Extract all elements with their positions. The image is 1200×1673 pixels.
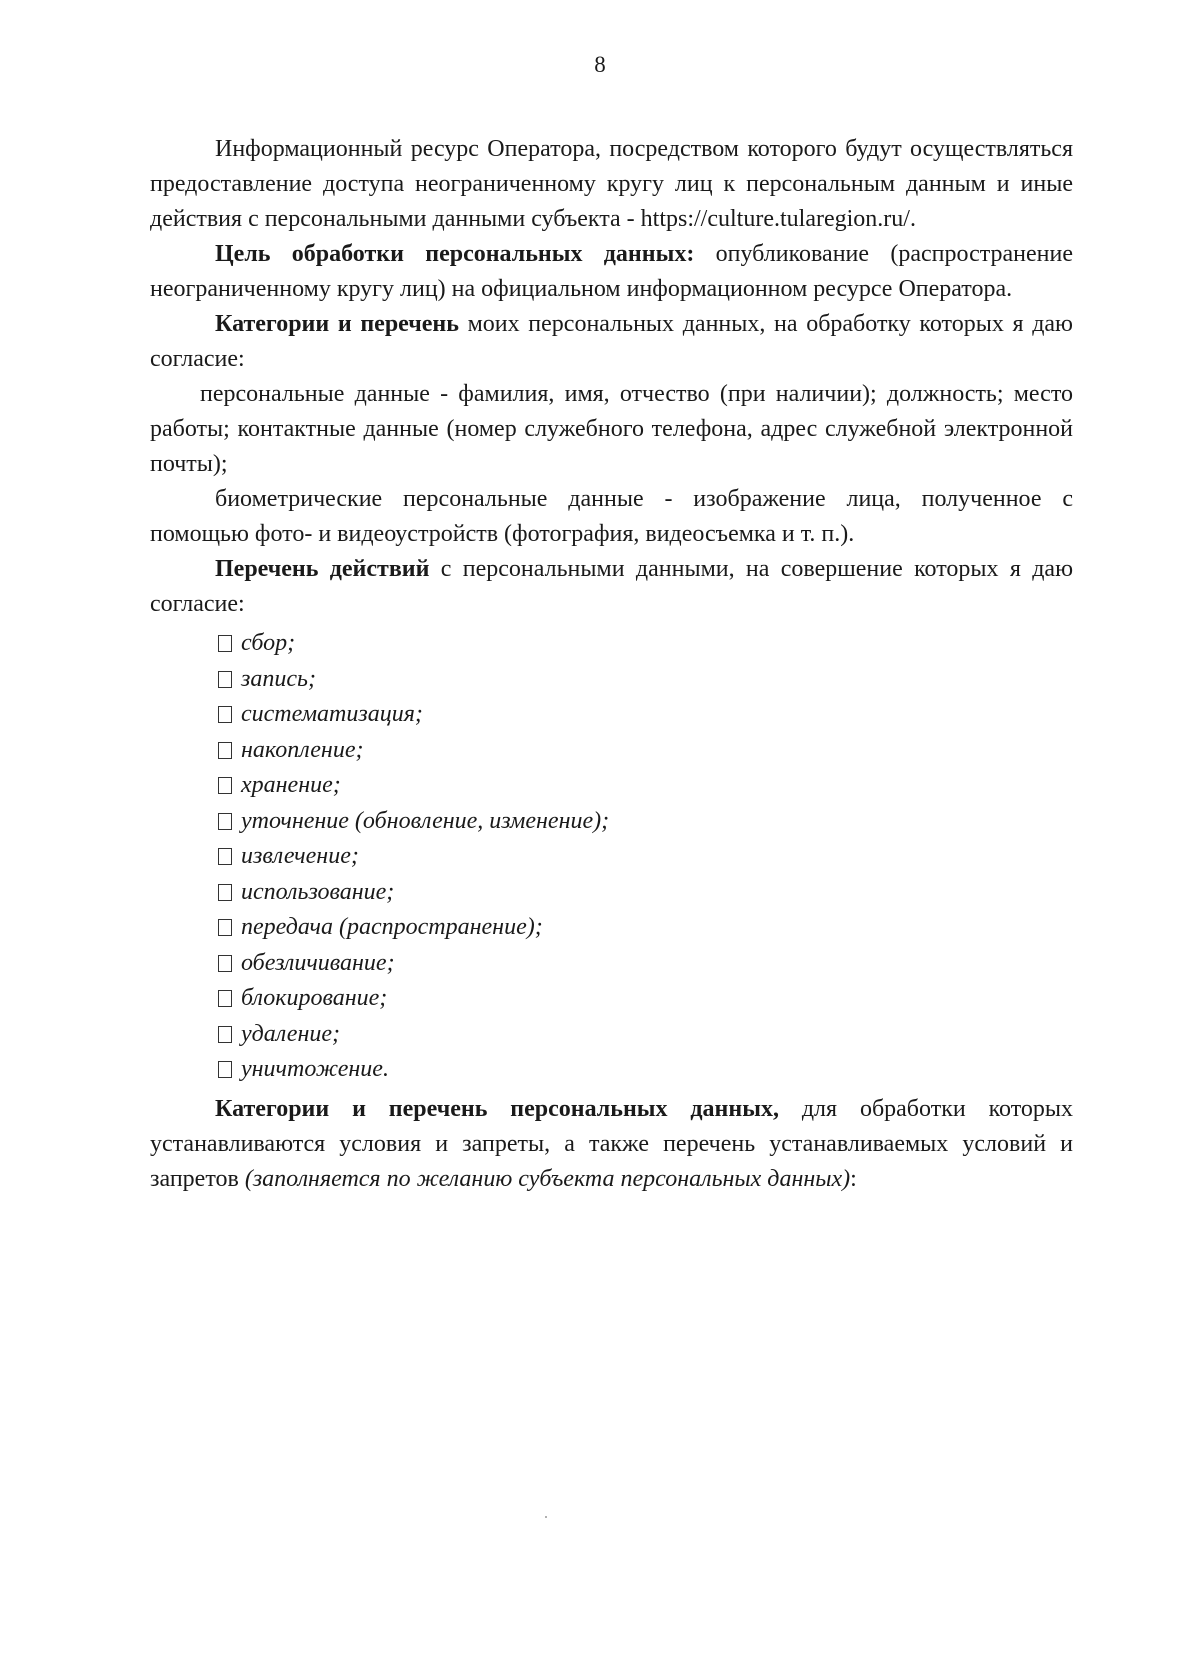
checklist-item [218,662,1073,698]
paragraph-processing-purpose [150,237,1073,307]
checklist-item [218,1052,1073,1088]
paragraph-conditions-and-prohibitions [150,1092,1073,1197]
checklist-item-label: систематизация; [241,701,423,728]
checklist-item [218,697,1073,733]
checkbox[interactable] [218,706,232,723]
paragraph-text: для обработки которых устанавливаются условия и запреты, а также перечень устанавливаемых условий и запретов [150,1095,1074,1192]
checklist-item [218,1017,1073,1053]
checklist-item-label: уточнение (обновление, изменение); [241,807,610,834]
checkbox[interactable] [218,1026,232,1043]
checklist-item [218,839,1073,875]
paragraph-text: персональные данные - фамилия, имя, отчество (при наличии); должность; место работы; контактные данные (номер служебного телефона, адрес служебной электронной почты); [150,381,1073,477]
paragraph-actions-list-intro [150,552,1073,622]
checkbox[interactable] [218,848,232,865]
checklist-item-label: использование; [241,878,395,905]
paragraph-personal-data [150,377,1073,482]
checklist-item [218,981,1073,1017]
paragraph-text: биометрические персональные данные - изображение лица, полученное с помощью фото- и видеоустройств (фотография, видеосъемка и т. п.). [150,486,1073,547]
checklist-item-label: обезличивание; [241,949,395,976]
checklist-item-label: накопление; [241,736,364,763]
checklist-item-label: запись; [241,665,316,692]
checklist-item-label: извлечение; [241,843,359,870]
document-body [150,132,1073,1197]
checklist-item [218,768,1073,804]
checkbox[interactable] [218,955,232,972]
checkbox[interactable] [218,919,232,936]
paragraph-biometric-data [150,482,1073,552]
checklist-item-label: блокирование; [241,985,388,1012]
checkbox[interactable] [218,990,232,1007]
checkbox[interactable] [218,777,232,794]
paragraph-heading: Цель обработки персональных данных: [215,241,695,267]
checklist-item [218,626,1073,662]
checklist-item-label: уничтожение. [241,1056,389,1083]
checkbox[interactable] [218,1061,232,1078]
checklist-item [218,946,1073,982]
checkbox[interactable] [218,635,232,652]
paragraph-heading: Категории и перечень персональных данных, [215,1095,779,1122]
paragraph-data-categories [150,307,1073,377]
scan-speck [545,1516,547,1518]
page-number: 8 [594,52,606,77]
paragraph-heading: Категории и перечень [215,311,459,337]
checklist-item [218,804,1073,840]
paragraph-end: : [850,1165,857,1192]
paragraph-note: (заполняется по желанию субъекта персональных данных) [244,1165,851,1192]
checklist-item [218,733,1073,769]
checkbox[interactable] [218,742,232,759]
checklist-item [218,910,1073,946]
checklist-item-label: хранение; [241,772,341,799]
paragraph-text: моих персональных данных, на обработку которых я даю согласие: [150,311,1073,372]
checklist-item-label: удаление; [241,1020,340,1047]
paragraph-heading: Перечень действий [215,556,430,582]
checklist-item-label: сбор; [241,630,296,657]
checkbox[interactable] [218,884,232,901]
paragraph-information-resource [150,132,1073,237]
checklist-item [218,875,1073,911]
paragraph-text: с персональными данными, на совершение которых я даю согласие: [150,556,1074,617]
paragraph-text: опубликование (распространение неограниченному кругу лиц) на официальном информационном ресурсе Оператора. [150,241,1074,302]
checklist-item-label: передача (распространение); [241,914,543,941]
checkbox[interactable] [218,671,232,688]
paragraph-text: Информационный ресурс Оператора, посредством которого будут осуществляться предоставление доступа неограниченному кругу лиц к персональным данным и иные действия с персональными данными субъекта - https://culture.tularegion.ru/. [150,136,1073,232]
actions-checklist [150,626,1073,1088]
checkbox[interactable] [218,813,232,830]
